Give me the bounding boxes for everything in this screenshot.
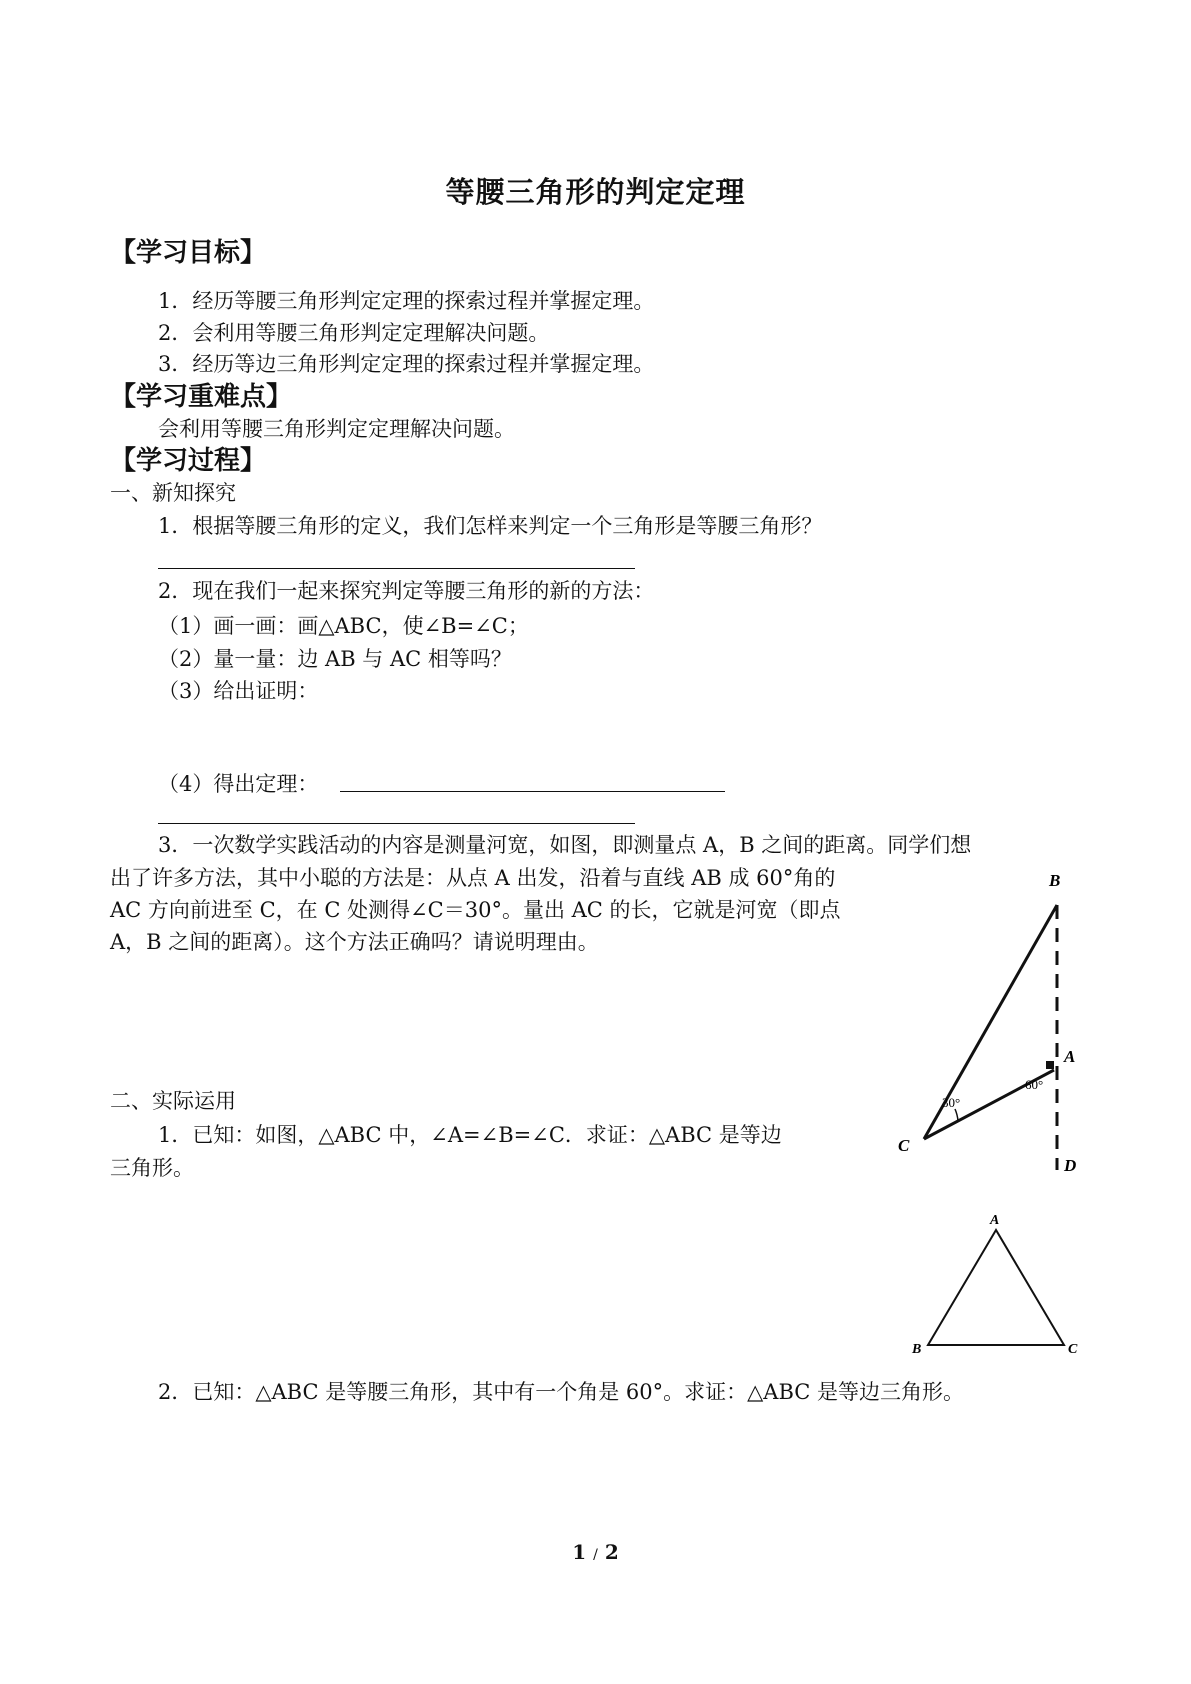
- page-number: [0, 1540, 1191, 1564]
- theorem-blank[interactable]: [340, 791, 725, 792]
- goal-item: 3．经历等边三角形判定定理的探索过程并掌握定理。: [158, 352, 655, 376]
- question-3-first-line: 3．一次数学实践活动的内容是测量河宽，如图，即测量点 A，B 之间的距离。同学们想: [158, 833, 972, 857]
- practice-question-1-cont: 三角形。: [110, 1156, 194, 1180]
- question-2-step-3: （3）给出证明：: [158, 679, 319, 703]
- page-title: 等腰三角形的判定定理: [445, 175, 746, 209]
- practice-question-2: 2．已知：△ABC 是等腰三角形，其中有一个角是 60°。求证：△ABC 是等边三角形。: [158, 1380, 965, 1404]
- goal-item: 1．经历等腰三角形判定定理的探索过程并掌握定理。: [158, 289, 655, 313]
- goals-heading: 【学习目标】: [110, 238, 267, 268]
- triangle-abc: [928, 1230, 1064, 1345]
- question-1: 1．根据等腰三角形的定义，我们怎样来判定一个三角形是等腰三角形？: [158, 514, 823, 538]
- page-separator: /: [593, 1547, 598, 1563]
- page-total: 2: [604, 1540, 619, 1564]
- question-3-body: 出了许多方法，其中小聪的方法是：从点 A 出发，沿着与直线 AB 成 60°角的 AC 方向前进至 C，在 C 处测得∠C＝30°。量出 AC 的长，它就是河宽（即点 A，B 之间的距离）。这个方法正确吗？请说明理由。: [110, 866, 841, 954]
- answer-blank-1[interactable]: [158, 568, 635, 569]
- point-a-marker: [1046, 1061, 1054, 1069]
- question-2: 2．现在我们一起来探究判定等腰三角形的新的方法：: [158, 579, 655, 603]
- question-2-step-4: （4）得出定理：: [158, 772, 319, 796]
- angle-c-arc: [955, 1109, 958, 1121]
- label-a: A: [990, 1213, 1000, 1228]
- label-b: B: [912, 1342, 922, 1355]
- process-heading: 【学习过程】: [110, 446, 267, 476]
- triangle-figure: [900, 1205, 1090, 1355]
- label-c: C: [1068, 1342, 1078, 1355]
- label-b: B: [1049, 871, 1061, 890]
- label-a: A: [1064, 1047, 1076, 1066]
- keypoints-heading: 【学习重难点】: [110, 382, 293, 412]
- page-current: 1: [572, 1540, 587, 1564]
- angle-c-label: 30°: [942, 1095, 961, 1110]
- label-c: C: [898, 1136, 910, 1155]
- question-2-step-1: （1）画一画：画△ABC，使∠B=∠C；: [158, 614, 529, 638]
- practice-question-1: 1．已知：如图，△ABC 中，∠A=∠B=∠C．求证：△ABC 是等边: [158, 1123, 782, 1147]
- theorem-blank-2[interactable]: [158, 823, 635, 824]
- river-figure: [890, 870, 1090, 1180]
- label-d: D: [1064, 1156, 1077, 1175]
- question-2-step-2: （2）量一量：边 AB 与 AC 相等吗？: [158, 647, 512, 671]
- keypoints-text: 会利用等腰三角形判定定理解决问题。: [158, 417, 515, 441]
- goal-item: 2．会利用等腰三角形判定定理解决问题。: [158, 321, 550, 345]
- part2-title: 二、实际运用: [110, 1089, 236, 1113]
- part1-title: 一、新知探究: [110, 481, 236, 505]
- angle-a-label: 60°: [1025, 1077, 1044, 1092]
